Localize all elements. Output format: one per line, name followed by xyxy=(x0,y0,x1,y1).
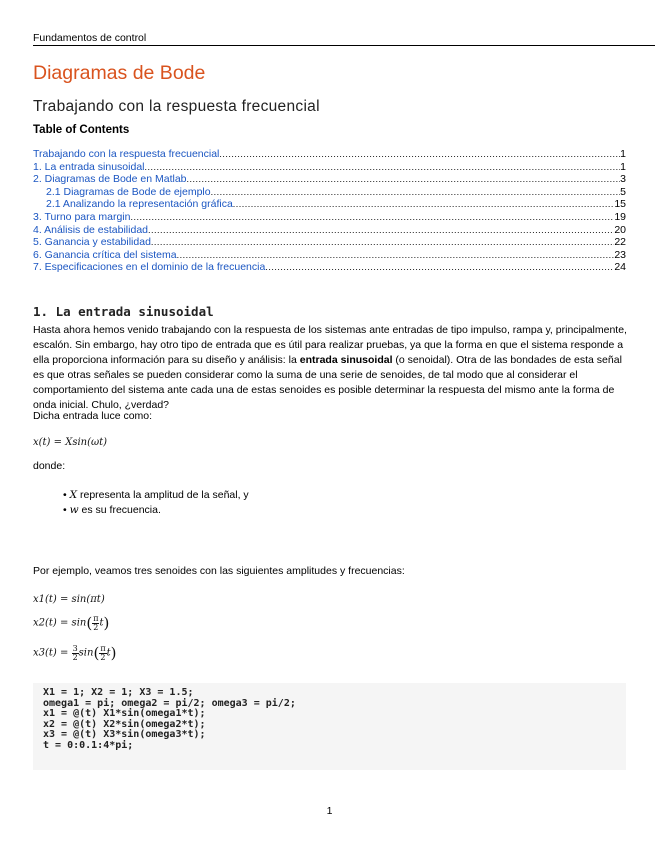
running-header: Fundamentos de control xyxy=(33,32,655,46)
toc-page-number: 22 xyxy=(614,236,626,249)
list-item-text: es su frecuencia. xyxy=(78,504,161,516)
equation-sinusoid: x(t) = Xsin(ωt) xyxy=(33,437,108,448)
toc-entry[interactable] xyxy=(33,261,626,274)
list-item-text: representa la amplitud de la señal, y xyxy=(77,489,249,501)
toc-entry-link[interactable]: 6. Ganancia crítica del sistema xyxy=(33,248,177,261)
toc-entry[interactable] xyxy=(33,173,626,186)
toc-heading: Table of Contents xyxy=(33,124,130,136)
toc-entry-link[interactable]: 2. Diagramas de Bode en Matlab xyxy=(33,173,187,186)
body-paragraph: Por ejemplo, veamos tres senoides con las siguientes amplitudes y frecuencias: xyxy=(33,565,405,577)
toc-page-number: 20 xyxy=(614,223,626,236)
equation-x1: x1(t) = sin(πt) xyxy=(33,594,105,605)
toc-entry-link[interactable]: 3. Turno para margin xyxy=(33,210,131,223)
toc-entry[interactable] xyxy=(33,236,626,249)
toc-entry[interactable] xyxy=(33,161,626,174)
toc-entry-link[interactable]: 4. Análisis de estabilidad xyxy=(33,223,148,236)
fraction: $\frac{3}{2}$ xyxy=(72,643,78,662)
toc-page-number: 1 xyxy=(620,148,626,160)
toc-entry[interactable] xyxy=(33,249,626,262)
section-heading: 1. La entrada sinusoidal xyxy=(33,304,214,319)
page-number: 1 xyxy=(326,805,333,817)
equation-text: x2(t) = sin xyxy=(33,617,87,629)
bold-term: entrada sinusoidal xyxy=(299,354,393,366)
list-item: • X representa la amplitud de la señal, y xyxy=(63,489,249,501)
toc-entry-link[interactable]: Trabajando con la respuesta frecuencial xyxy=(33,148,220,160)
table-of-contents xyxy=(33,148,626,274)
toc-page-number: 5 xyxy=(620,185,626,198)
list-item: • w es su frecuencia. xyxy=(63,504,161,516)
paragraph-text: (o senoidal). Otra de las bondades de esta señal es que otras señales se pueden considerar como la suma de una serie de senoides, de tal modo que al considerar el comportamiento del sistema ante cada una de estas senoides es posible determinar la respuesta del mismo ante la forma de onda inicial. Chulo, ¿verdad? xyxy=(33,354,622,411)
equation-text: x3(t) = xyxy=(33,647,69,659)
toc-page-number: 15 xyxy=(614,198,626,211)
toc-page-number: 19 xyxy=(614,210,626,223)
math-symbol: X xyxy=(69,489,78,501)
toc-entry[interactable] xyxy=(33,198,626,211)
toc-page-number: 3 xyxy=(620,173,626,186)
section-subtitle: Trabajando con la respuesta frecuencial xyxy=(33,98,320,115)
toc-entry[interactable] xyxy=(33,148,626,161)
fraction: $\frac{\pi}{2}$ xyxy=(100,643,106,662)
toc-entry[interactable] xyxy=(33,186,626,199)
toc-entry-link[interactable]: 1. La entrada sinusoidal xyxy=(33,160,145,173)
bullet-list xyxy=(63,488,249,518)
paragraph-text: Hasta ahora hemos venido trabajando con la respuesta de los sistemas ante entradas de tipo impulso, rampa y, principalmente, escalón. Sin embargo, hay otro tipo de entrada que es útil para realizar pruebas, ya que la forma en que el sistema responde a ella proporciona información para su diseño y análisis: la xyxy=(33,324,627,366)
toc-entry[interactable] xyxy=(33,211,626,224)
equation-x2: x2(t) = sin( $\frac{\pi}{2}$ t) xyxy=(33,613,110,632)
toc-page-number: 1 xyxy=(620,160,626,173)
code-block xyxy=(33,683,626,770)
toc-page-number: 24 xyxy=(614,261,626,274)
toc-page-number: 23 xyxy=(614,248,626,261)
toc-entry-link[interactable]: 2.1 Diagramas de Bode de ejemplo xyxy=(46,185,211,198)
toc-entry-link[interactable]: 2.1 Analizando la representación gráfica xyxy=(46,198,233,211)
toc-entry[interactable] xyxy=(33,224,626,237)
math-symbol: w xyxy=(69,504,79,516)
body-paragraph xyxy=(33,323,628,413)
equation-x3: x3(t) = $\frac{3}{2}$ sin( $\frac{\pi}{2}$ t) xyxy=(33,643,117,662)
body-paragraph: donde: xyxy=(33,460,66,472)
toc-entry-link[interactable]: 7. Especificaciones en el dominio de la frecuencia xyxy=(33,261,266,274)
toc-entry-link[interactable]: 5. Ganancia y estabilidad xyxy=(33,236,151,249)
fraction: $\frac{\pi}{2}$ xyxy=(93,613,99,632)
body-paragraph: Dicha entrada luce como: xyxy=(33,410,153,422)
code-text: X1 = 1; X2 = 1; X3 = 1.5; omega1 = pi; omega2 = pi/2; omega3 = pi/2; x1 = @(t) X1*sin(omega1*t); x2 = @(t) X2*sin(omega2*t); x3 = @(t) X3*sin(omega3*t); t = 0:0.1:4*pi; xyxy=(43,687,296,751)
document-title: Diagramas de Bode xyxy=(33,62,206,84)
